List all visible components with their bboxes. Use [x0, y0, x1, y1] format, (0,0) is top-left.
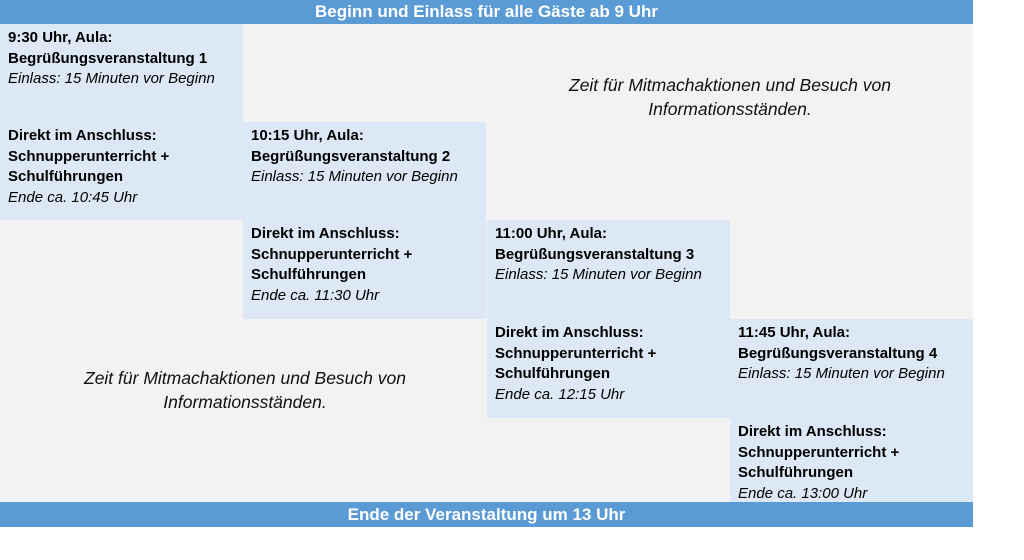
after-activity: Schnupperunterricht + [738, 443, 900, 461]
after-activity-2: Schulführungen [251, 266, 366, 283]
session-title: Begrüßungsveranstaltung 2 [251, 147, 451, 165]
session-time: 9:30 Uhr, Aula: [8, 29, 113, 46]
after-activity: Schnupperunterricht + [495, 344, 657, 362]
activities-text-top: Zeit für Mitmachaktionen und Besuch von Informationsständen. [569, 75, 891, 119]
after-activity-2: Schulführungen [8, 168, 123, 185]
after-end: Ende ca. 12:15 Uhr [495, 385, 625, 403]
after-activity-2: Schulführungen [495, 365, 610, 382]
session-time: 10:15 Uhr, Aula: [251, 127, 364, 144]
after-heading: Direkt im Anschluss: [8, 127, 157, 144]
after-end: Ende ca. 13:00 Uhr [738, 484, 868, 502]
after-end: Ende ca. 11:30 Uhr [251, 286, 380, 304]
session-3-after [487, 319, 730, 418]
after-activity: Schnupperunterricht + [8, 147, 170, 165]
session-note: Einlass: 15 Minuten vor Beginn [738, 365, 945, 382]
session-title: Begrüßungsveranstaltung 4 [738, 344, 938, 362]
session-2-after [243, 220, 486, 319]
after-heading: Direkt im Anschluss: [495, 324, 644, 341]
after-activity: Schnupperunterricht + [251, 245, 413, 263]
header-banner: Beginn und Einlass für alle Gäste ab 9 Uhr [0, 0, 973, 24]
after-heading: Direkt im Anschluss: [738, 423, 887, 440]
session-note: Einlass: 15 Minuten vor Beginn [495, 266, 702, 283]
after-end: Ende ca. 10:45 Uhr [8, 188, 138, 206]
session-note: Einlass: 15 Minuten vor Beginn [251, 168, 458, 185]
session-4-start [730, 319, 973, 418]
session-4-after [730, 418, 973, 502]
session-title: Begrüßungsveranstaltung 1 [8, 49, 208, 67]
after-heading: Direkt im Anschluss: [251, 225, 400, 242]
session-2-start [243, 122, 486, 220]
after-activity-2: Schulführungen [738, 464, 853, 481]
activities-text-bottom: Zeit für Mitmachaktionen und Besuch von Informationsständen. [84, 368, 406, 412]
session-1-after [0, 122, 243, 220]
session-time: 11:00 Uhr, Aula: [495, 225, 607, 242]
session-3-start [487, 220, 730, 319]
session-time: 11:45 Uhr, Aula: [738, 324, 850, 341]
footer-banner: Ende der Veranstaltung um 13 Uhr [0, 502, 973, 527]
session-title: Begrüßungsveranstaltung 3 [495, 245, 695, 263]
session-note: Einlass: 15 Minuten vor Beginn [8, 70, 215, 87]
session-1-start [0, 24, 243, 122]
